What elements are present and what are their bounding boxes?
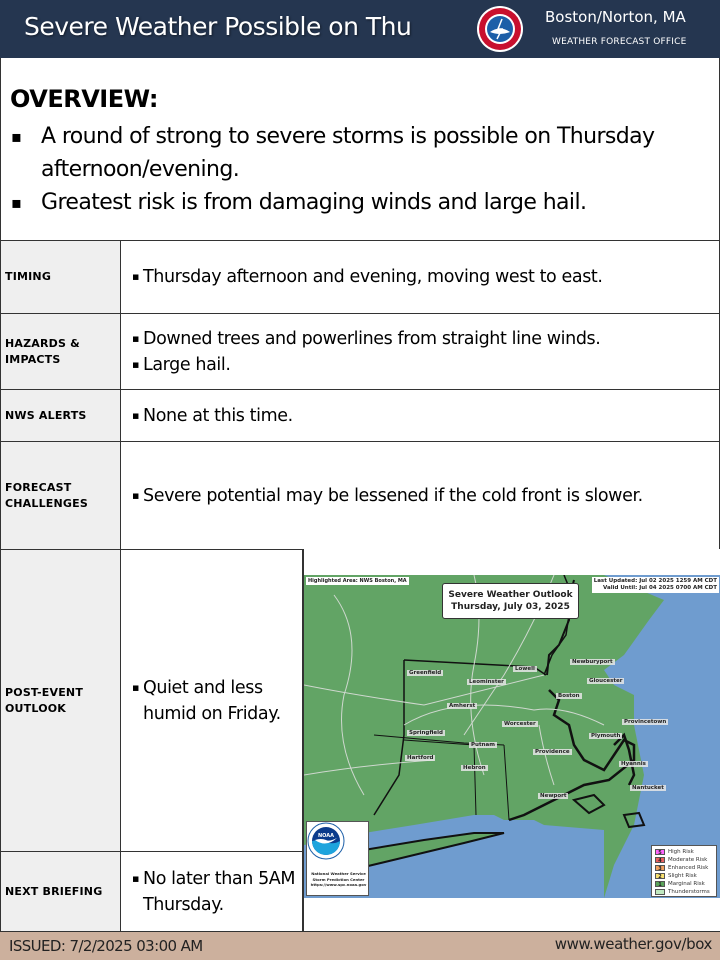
- table-row-forecast-challenges: [0, 442, 720, 550]
- row-label: NWS ALERTS: [0, 390, 121, 441]
- row-label: POST-EVENT OUTLOOK: [0, 550, 121, 851]
- website-link[interactable]: www.weather.gov/box: [554, 935, 712, 953]
- nws-logo-icon: [476, 5, 524, 53]
- table-row-nws-alerts: [0, 390, 720, 442]
- city-label: Leominster: [469, 679, 504, 685]
- bullet-icon: ▪: [11, 127, 22, 146]
- map-highlighted-area: Highlighted Area: NWS Boston, MA: [308, 578, 407, 584]
- overview-section: [0, 58, 720, 241]
- risk-legend: [651, 845, 717, 897]
- legend-item-marginal: 1 Marginal Risk: [655, 880, 713, 888]
- city-label: Putnam: [471, 742, 495, 748]
- legend-item-thunderstorms: Thunderstorms: [655, 888, 713, 896]
- city-label: Amherst: [449, 703, 476, 709]
- office-name: Boston/Norton, MA: [545, 8, 686, 26]
- city-label: Newburyport: [572, 659, 613, 665]
- legend-swatch: [655, 889, 665, 895]
- bullet-icon: ▪: [132, 408, 140, 422]
- bullet-icon: ▪: [132, 871, 140, 885]
- svg-text:NOAA: NOAA: [317, 833, 335, 839]
- legend-item-enhanced: 3 Enhanced Risk: [655, 864, 713, 872]
- overview-item: ▪ A round of strong to severe storms is possible on Thursday afternoon/evening.: [11, 120, 701, 186]
- bullet-icon: ▪: [132, 488, 140, 502]
- row-content: ▪ Downed trees and powerlines from straight line winds. ▪ Large hail.: [121, 314, 720, 389]
- legend-item-high: 5 High Risk: [655, 848, 713, 856]
- noaa-credit-text: National Weather Service Storm Prediction Center https://www.spc.noaa.gov: [310, 871, 367, 887]
- city-label: Hebron: [463, 765, 486, 771]
- table-row-timing: [0, 241, 720, 314]
- overview-list: [11, 120, 701, 219]
- header-banner: [0, 0, 720, 58]
- map-update-info: Last Updated: Jul 02 2025 1259 AM CDT Valid Until: Jul 04 2025 0700 AM CDT: [593, 578, 717, 591]
- overview-heading: OVERVIEW:: [10, 85, 158, 113]
- city-label: Hartford: [407, 755, 434, 761]
- outlook-map-panel: [303, 549, 720, 931]
- bullet-icon: ▪: [11, 193, 22, 212]
- noaa-logo-box: [306, 821, 369, 896]
- legend-item-moderate: 4 Moderate Risk: [655, 856, 713, 864]
- city-label: Greenfield: [409, 670, 442, 676]
- legend-swatch: 5: [655, 849, 665, 855]
- row-label: FORECAST CHALLENGES: [0, 442, 121, 549]
- page-title: Severe Weather Possible on Thu: [24, 12, 412, 41]
- city-label: Provincetown: [624, 719, 667, 725]
- map-title: Severe Weather Outlook Thursday, July 03, 2025: [442, 583, 579, 619]
- row-content: ▪ None at this time.: [121, 390, 720, 441]
- city-label: Hyannis: [621, 761, 646, 767]
- severe-outlook-map: [304, 575, 720, 898]
- row-content: ▪ Thursday afternoon and evening, moving west to east.: [121, 241, 720, 313]
- row-content: ▪ No later than 5AM Thursday.: [121, 852, 303, 931]
- row-label: NEXT BRIEFING: [0, 852, 121, 931]
- city-label: Springfield: [409, 730, 443, 736]
- row-content: ▪ Quiet and less humid on Friday.: [121, 550, 303, 851]
- noaa-logo-icon: [307, 822, 345, 860]
- city-label: Plymouth: [591, 733, 621, 739]
- table-row-hazards: [0, 314, 720, 390]
- office-subtitle: WEATHER FORECAST OFFICE: [552, 37, 687, 47]
- bullet-icon: ▪: [132, 357, 140, 371]
- legend-swatch: 2: [655, 873, 665, 879]
- bullet-icon: ▪: [132, 270, 140, 283]
- row-content: ▪ Severe potential may be lessened if the cold front is slower.: [121, 442, 720, 549]
- bullet-icon: ▪: [132, 680, 140, 694]
- city-label: Nantucket: [632, 785, 664, 791]
- overview-item: ▪ Greatest risk is from damaging winds and large hail.: [11, 186, 701, 219]
- city-label: Worcester: [504, 721, 536, 727]
- city-label: Boston: [558, 693, 580, 699]
- city-label: Newport: [540, 793, 567, 799]
- city-label: Providence: [535, 749, 570, 755]
- footer-bar: [0, 931, 720, 960]
- row-label: TIMING: [0, 241, 121, 313]
- city-label: Lowell: [515, 666, 535, 672]
- legend-swatch: 4: [655, 857, 665, 863]
- legend-swatch: 3: [655, 865, 665, 871]
- legend-swatch: 1: [655, 881, 665, 887]
- row-label: HAZARDS & IMPACTS: [0, 314, 121, 389]
- bullet-icon: ▪: [132, 331, 140, 345]
- issued-timestamp: ISSUED: 7/2/2025 03:00 AM: [9, 937, 203, 955]
- legend-item-slight: 2 Slight Risk: [655, 872, 713, 880]
- city-label: Gloucester: [589, 678, 623, 684]
